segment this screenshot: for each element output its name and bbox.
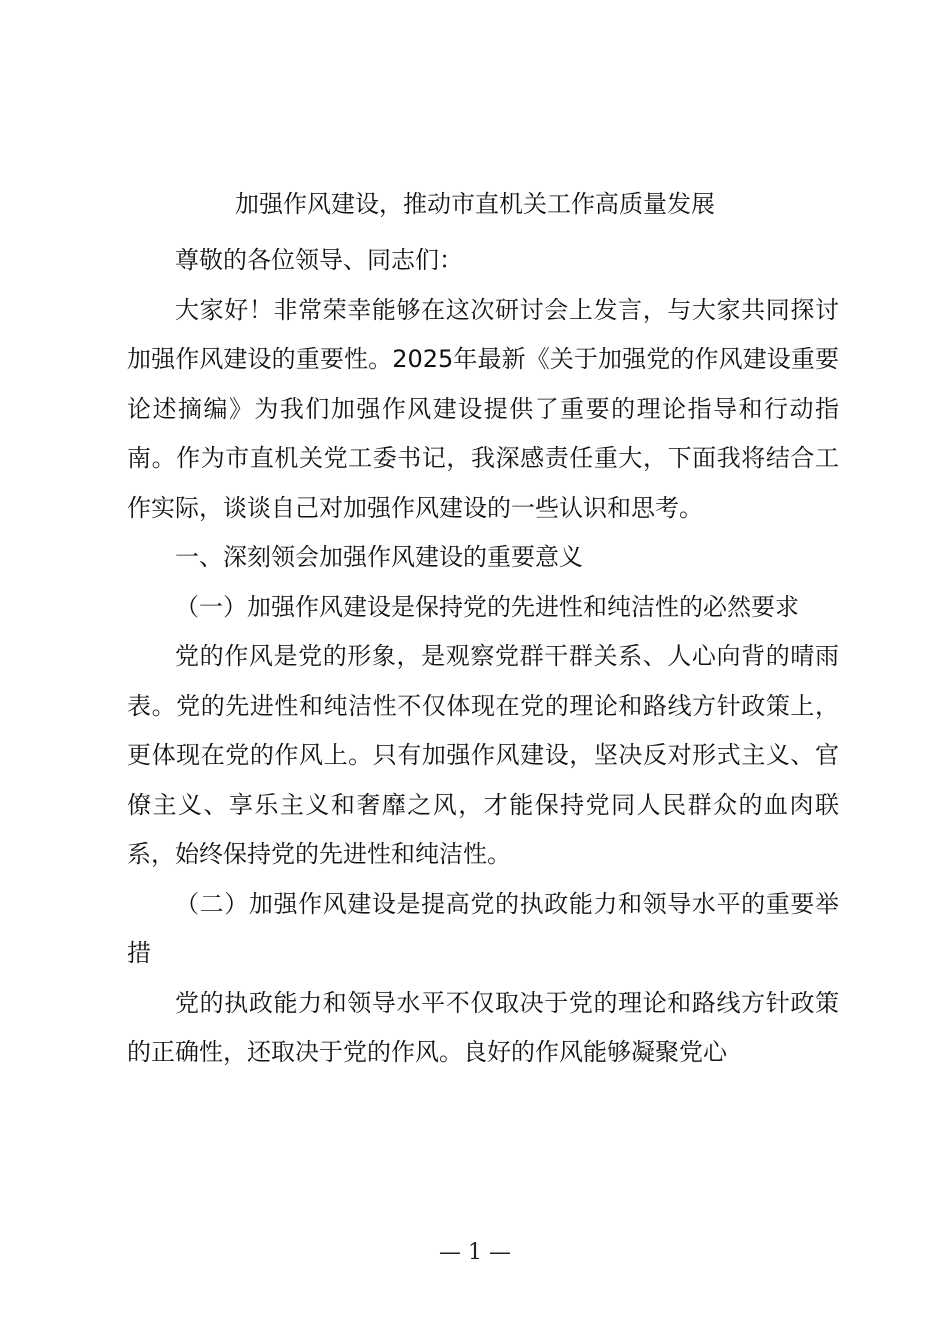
page-number: — 1 —	[439, 1240, 511, 1265]
salutation: 尊敬的各位领导、同志们：	[175, 246, 463, 274]
subsection-heading-1: （一）加强作风建设是保持党的先进性和纯洁性的必然要求	[175, 592, 799, 621]
paragraph-intro: 大家好！非常荣幸能够在这次研讨会上发言，与大家共同探讨加强作风建设的重要性。2025年最新《关于加强党的作风建设重要论述摘编》为我们加强作风建设提供了重要的理论指导和行动指南。作为市直机关党工委书记，我深感责任重大，下面我将结合工作实际，谈谈自己对加强作风建设的一些认识和思考。	[127, 295, 839, 522]
document-title: 加强作风建设，推动市直机关工作高质量发展	[235, 190, 715, 218]
section-heading-1: 一、深刻领会加强作风建设的重要意义	[175, 543, 583, 571]
document-body	[127, 236, 839, 1078]
paragraph-subsection-1: 党的作风是党的形象，是观察党群干群关系、人心向背的晴雨表。党的先进性和纯洁性不仅体现在党的理论和路线方针政策上，更体现在党的作风上。只有加强作风建设，坚决反对形式主义、官僚主义、享乐主义和奢靡之风，才能保持党同人民群众的血肉联系，始终保持党的先进性和纯洁性。	[127, 642, 839, 868]
paragraph-subsection-2: 党的执政能力和领导水平不仅取决于党的理论和路线方针政策的正确性，还取决于党的作风。良好的作风能够凝聚党心	[127, 988, 839, 1066]
subsection-heading-2: （二）加强作风建设是提高党的执政能力和领导水平的重要举措	[127, 889, 839, 967]
